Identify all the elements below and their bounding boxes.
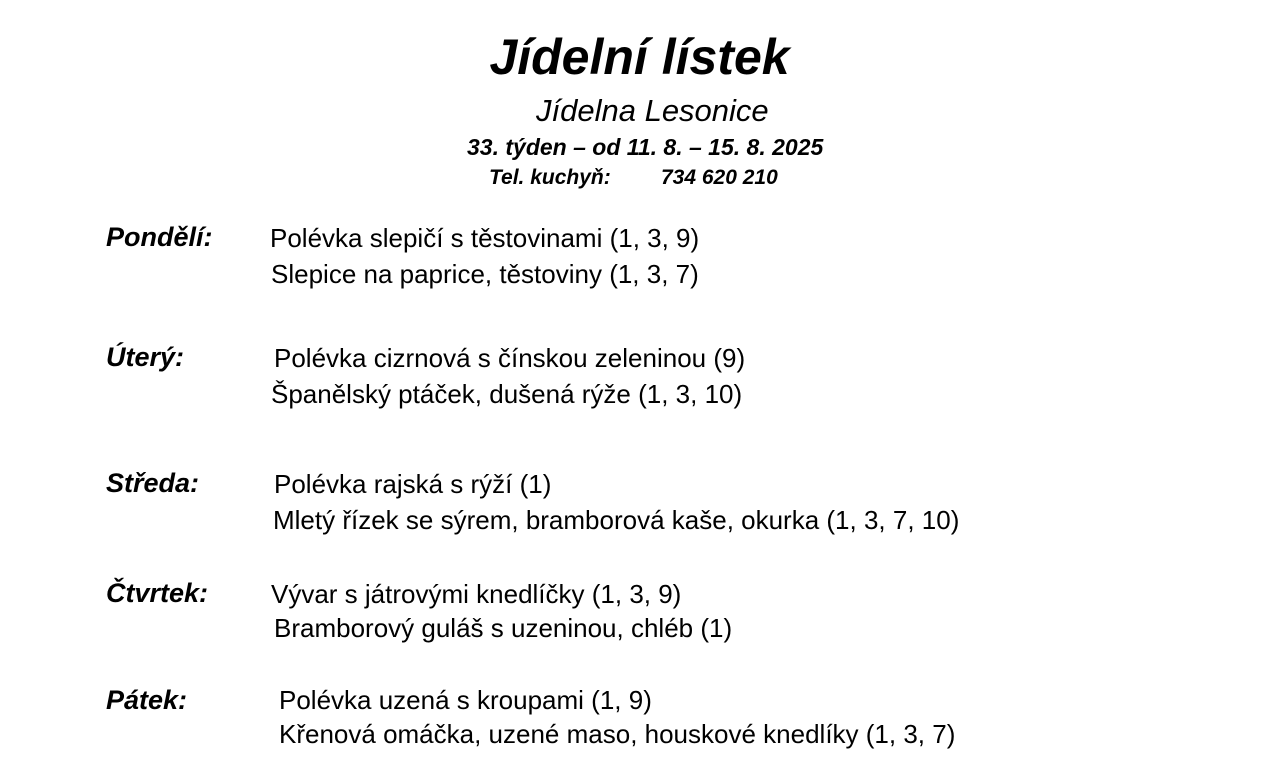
kitchen-phone-number: 734 620 210 — [661, 166, 778, 189]
week-range: 33. týden – od 11. 8. – 15. 8. 2025 — [467, 134, 824, 160]
day-monday-soup: Polévka slepičí s těstovinami (1, 3, 9) — [270, 223, 700, 253]
day-tuesday-label: Úterý: — [106, 342, 185, 372]
day-tuesday-main: Španělský ptáček, dušená rýže (1, 3, 10) — [271, 379, 743, 409]
page-title: Jídelní lístek — [489, 29, 790, 85]
day-friday-label: Pátek: — [106, 685, 188, 715]
day-monday-main: Slepice na paprice, těstoviny (1, 3, 7) — [271, 259, 699, 289]
canteen-name: Jídelna Lesonice — [536, 93, 769, 128]
day-wednesday-main: Mletý řízek se sýrem, bramborová kaše, okurka (1, 3, 7, 10) — [273, 505, 960, 535]
day-thursday-soup: Vývar s játrovými knedlíčky (1, 3, 9) — [271, 579, 682, 609]
day-thursday-label: Čtvrtek: — [106, 578, 209, 608]
day-wednesday-label: Středa: — [106, 468, 200, 498]
day-wednesday-soup: Polévka rajská s rýží (1) — [274, 469, 552, 499]
day-friday-soup: Polévka uzená s kroupami (1, 9) — [279, 685, 652, 715]
day-monday-label: Pondělí: — [106, 222, 213, 252]
day-friday-main: Křenová omáčka, uzené maso, houskové knedlíky (1, 3, 7) — [279, 719, 956, 749]
kitchen-phone-label: Tel. kuchyň: — [489, 166, 611, 189]
day-tuesday-soup: Polévka cizrnová s čínskou zeleninou (9) — [274, 343, 746, 373]
day-thursday-main: Bramborový guláš s uzeninou, chléb (1) — [274, 613, 733, 643]
